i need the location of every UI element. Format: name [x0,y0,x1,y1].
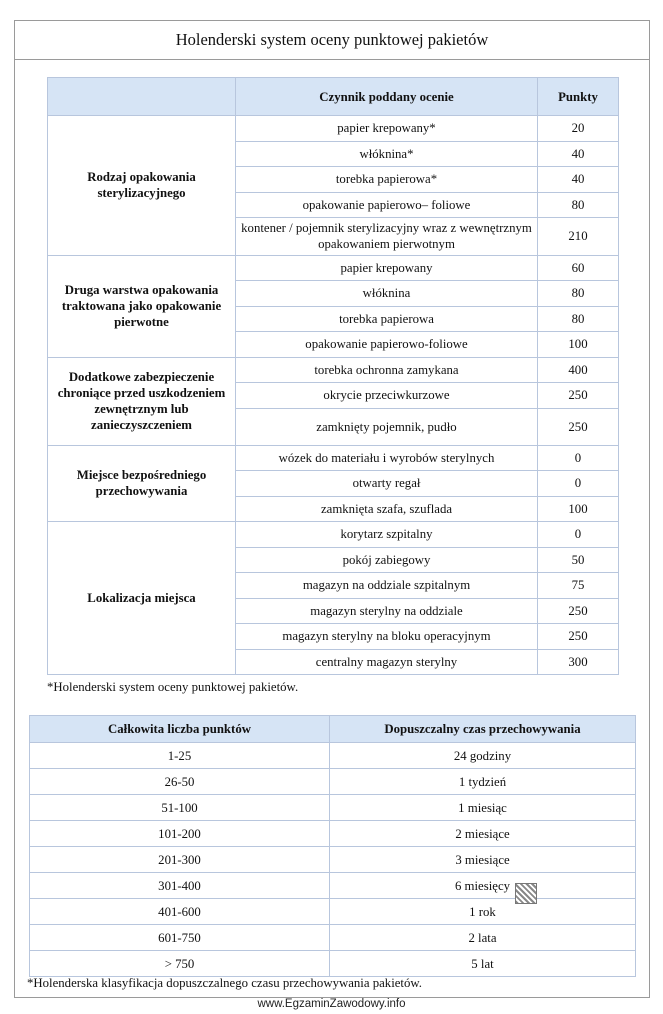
table-row [30,743,636,769]
factor-cell: magazyn sterylny na bloku operacyjnym [236,624,538,650]
storage-time-cell: 24 godziny [330,743,636,769]
table-row [30,847,636,873]
points-cell: 0 [538,445,619,471]
factor-cell: magazyn na oddziale szpitalnym [236,573,538,599]
table-row [48,255,619,281]
storage-time-cell: 1 miesiąc [330,795,636,821]
table-header-row [48,78,619,116]
document-title: Holenderski system oceny punktowej pakietów [15,21,649,60]
category-cell: Dodatkowe zabezpieczenie chroniące przed uszkodzeniem zewnętrznym lub zanieczyszczeniem [48,357,236,445]
table-row [30,873,636,899]
factor-cell: zamknięta szafa, szuflada [236,496,538,522]
factor-cell: papier krepowany* [236,116,538,142]
points-cell: 50 [538,547,619,573]
points-cell: 100 [538,332,619,358]
total-points-cell: 601-750 [30,925,330,951]
factor-cell: korytarz szpitalny [236,522,538,548]
total-points-cell: 401-600 [30,899,330,925]
storage-time-cell: 3 miesiące [330,847,636,873]
header-total-points: Całkowita liczba punktów [30,716,330,743]
factor-cell: centralny magazyn sterylny [236,649,538,675]
points-cell: 80 [538,306,619,332]
factor-cell: papier krepowany [236,255,538,281]
table-header-row [30,716,636,743]
points-cell: 20 [538,116,619,142]
points-cell: 250 [538,408,619,445]
points-cell: 60 [538,255,619,281]
category-cell: Lokalizacja miejsca [48,522,236,675]
total-points-cell: 201-300 [30,847,330,873]
storage-time-cell: 6 miesięcy [330,873,636,899]
table-row [30,899,636,925]
storage-time-cell: 1 rok [330,899,636,925]
points-cell: 300 [538,649,619,675]
header-factor: Czynnik poddany ocenie [236,78,538,116]
table-row [48,357,619,383]
total-points-cell: 101-200 [30,821,330,847]
total-points-cell: 1-25 [30,743,330,769]
header-category [48,78,236,116]
category-cell: Rodzaj opakowania sterylizacyjnego [48,116,236,256]
factor-cell: zamknięty pojemnik, pudło [236,408,538,445]
points-cell: 250 [538,383,619,409]
scoring-table [47,77,619,675]
site-footer: www.EgzaminZawodowy.info [257,998,406,1010]
factor-cell: opakowanie papierowo– foliowe [236,192,538,218]
factor-cell: włóknina* [236,141,538,167]
points-cell: 75 [538,573,619,599]
table-row [48,116,619,142]
storage-time-cell: 2 lata [330,925,636,951]
factor-cell: torebka papierowa [236,306,538,332]
total-points-cell: 51-100 [30,795,330,821]
storage-table-note: *Holenderska klasyfikacja dopuszczalnego czasu przechowywania pakietów. [27,976,422,990]
points-cell: 250 [538,598,619,624]
factor-cell: wózek do materiału i wyrobów sterylnych [236,445,538,471]
points-cell: 80 [538,281,619,307]
header-storage-time: Dopuszczalny czas przechowywania [330,716,636,743]
qr-watermark-icon [515,883,537,904]
factor-cell: otwarty regał [236,471,538,497]
table-row [30,821,636,847]
points-cell: 250 [538,624,619,650]
category-cell: Miejsce bezpośredniego przechowywania [48,445,236,522]
points-cell: 80 [538,192,619,218]
factor-cell: włóknina [236,281,538,307]
points-cell: 400 [538,357,619,383]
total-points-cell: > 750 [30,951,330,977]
factor-cell: torebka ochronna zamykana [236,357,538,383]
points-cell: 100 [538,496,619,522]
factor-cell: torebka papierowa* [236,167,538,193]
table-row [30,769,636,795]
factor-cell: magazyn sterylny na oddziale [236,598,538,624]
points-cell: 0 [538,471,619,497]
table-row [30,951,636,977]
points-cell: 40 [538,141,619,167]
table-row [30,795,636,821]
table-row [30,925,636,951]
points-cell: 40 [538,167,619,193]
factor-cell: okrycie przeciwkurzowe [236,383,538,409]
storage-time-cell: 2 miesiące [330,821,636,847]
table-row [48,522,619,548]
factor-cell: pokój zabiegowy [236,547,538,573]
storage-time-table [29,715,636,977]
total-points-cell: 301-400 [30,873,330,899]
points-cell: 0 [538,522,619,548]
scoring-table-note: *Holenderski system oceny punktowej pakietów. [47,680,299,694]
header-points: Punkty [538,78,619,116]
total-points-cell: 26-50 [30,769,330,795]
factor-cell: opakowanie papierowo-foliowe [236,332,538,358]
category-cell: Druga warstwa opakowania traktowana jako opakowanie pierwotne [48,255,236,357]
table-row [48,445,619,471]
factor-cell: kontener / pojemnik sterylizacyjny wraz z wewnętrznym opakowaniem pierwotnym [236,218,538,256]
points-cell: 210 [538,218,619,256]
storage-time-cell: 1 tydzień [330,769,636,795]
storage-time-cell: 5 lat [330,951,636,977]
